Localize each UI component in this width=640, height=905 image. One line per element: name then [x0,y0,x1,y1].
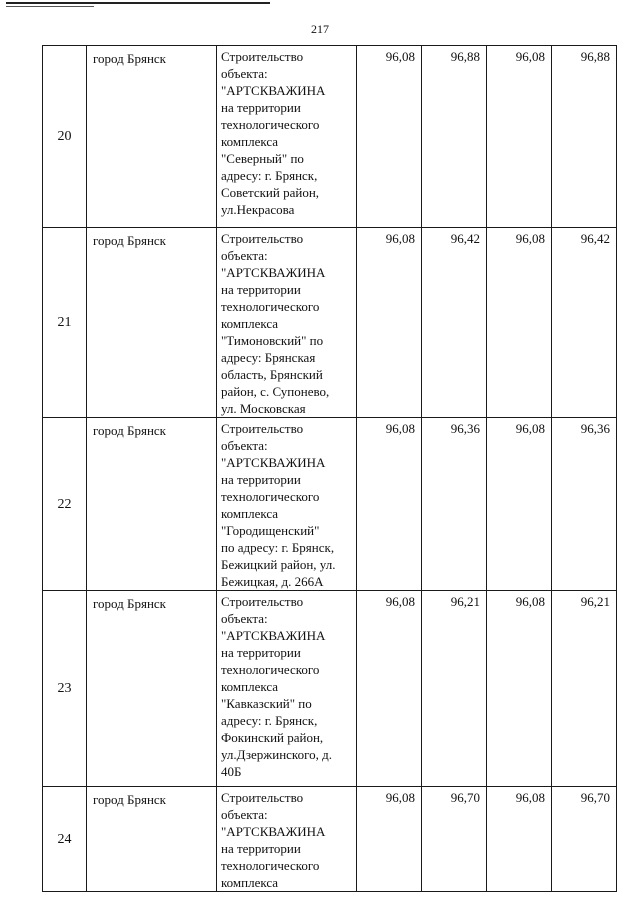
value-cell-1: 96,08 [357,46,422,228]
description-cell [217,591,357,787]
description-line: по адресу: г. Брянск, [221,540,335,555]
description-line: технологического [221,117,320,132]
row-number: 22 [43,418,87,591]
description-line: объекта: [221,807,268,822]
description-line: на территории [221,645,301,660]
table-row [43,46,617,228]
value-cell-4: 96,42 [552,228,617,418]
value-cell-4: 96,70 [552,787,617,892]
description-cell [217,228,357,418]
table-row [43,591,617,787]
description-line: "Тимоновский" по [221,333,324,348]
description-line: ул.Дзержинского, д. [221,747,332,762]
page-number: 217 [311,22,329,36]
description-line: на территории [221,472,301,487]
city-cell: город Брянск [87,228,217,418]
value-cell-4: 96,21 [552,591,617,787]
value-cell-3: 96,08 [487,228,552,418]
description-line: Советский район, [221,185,320,200]
description-line: адресу: г. Брянск, [221,168,318,183]
description-line: 40Б [221,764,242,779]
description-line: ул.Некрасова [221,202,295,217]
description-line: технологического [221,299,320,314]
description-cell [217,46,357,228]
row-number: 21 [43,228,87,418]
description-line: на территории [221,841,301,856]
value-cell-2: 96,36 [422,418,487,591]
table-row [43,418,617,591]
value-cell-1: 96,08 [357,591,422,787]
value-cell-2: 96,42 [422,228,487,418]
description-line: Строительство [221,49,304,64]
description-line: технологического [221,489,320,504]
value-cell-2: 96,70 [422,787,487,892]
description-line: объекта: [221,66,268,81]
description-line: адресу: г. Брянск, [221,713,318,728]
row-number: 23 [43,591,87,787]
value-cell-3: 96,08 [487,46,552,228]
description-line: "Кавказский" по [221,696,312,711]
description-line: Строительство [221,594,304,609]
description-line: комплекса [221,506,279,521]
value-cell-2: 96,88 [422,46,487,228]
value-cell-4: 96,88 [552,46,617,228]
description-line: "АРТСКВАЖИНА [221,824,326,839]
row-number: 20 [43,46,87,228]
description-line: "АРТСКВАЖИНА [221,83,326,98]
description-line: объекта: [221,438,268,453]
description-line: технологического [221,858,320,873]
header-rule [6,2,270,4]
city-cell: город Брянск [87,787,217,892]
description-cell [217,787,357,892]
value-cell-4: 96,36 [552,418,617,591]
description-line: комплекса [221,679,279,694]
description-line: "Северный" по [221,151,304,166]
description-line: Бежицкий район, ул. [221,557,336,572]
description-line: на территории [221,100,301,115]
description-line: комплекса [221,875,279,890]
data-table [42,45,617,892]
description-line: "Городищенский" [221,523,320,538]
description-line: область, Брянский [221,367,323,382]
table-row [43,228,617,418]
value-cell-1: 96,08 [357,418,422,591]
description-line: ул. Московская [221,401,306,416]
description-line: адресу: Брянская [221,350,316,365]
description-line: объекта: [221,611,268,626]
value-cell-2: 96,21 [422,591,487,787]
value-cell-3: 96,08 [487,787,552,892]
value-cell-3: 96,08 [487,591,552,787]
description-line: район, с. Супонево, [221,384,330,399]
city-cell: город Брянск [87,591,217,787]
description-line: "АРТСКВАЖИНА [221,455,326,470]
description-line: "АРТСКВАЖИНА [221,628,326,643]
header-rule-short [6,6,94,7]
description-line: Строительство [221,231,304,246]
description-line: "АРТСКВАЖИНА [221,265,326,280]
description-line: Фокинский район, [221,730,324,745]
description-line: Бежицкая, д. 266А [221,574,324,589]
description-line: объекта: [221,248,268,263]
description-line: комплекса [221,316,279,331]
description-line: Строительство [221,421,304,436]
description-line: Строительство [221,790,304,805]
value-cell-1: 96,08 [357,228,422,418]
table-row [43,787,617,892]
value-cell-3: 96,08 [487,418,552,591]
description-line: технологического [221,662,320,677]
description-line: на территории [221,282,301,297]
value-cell-1: 96,08 [357,787,422,892]
row-number: 24 [43,787,87,892]
description-line: комплекса [221,134,279,149]
city-cell: город Брянск [87,418,217,591]
description-cell [217,418,357,591]
city-cell: город Брянск [87,46,217,228]
